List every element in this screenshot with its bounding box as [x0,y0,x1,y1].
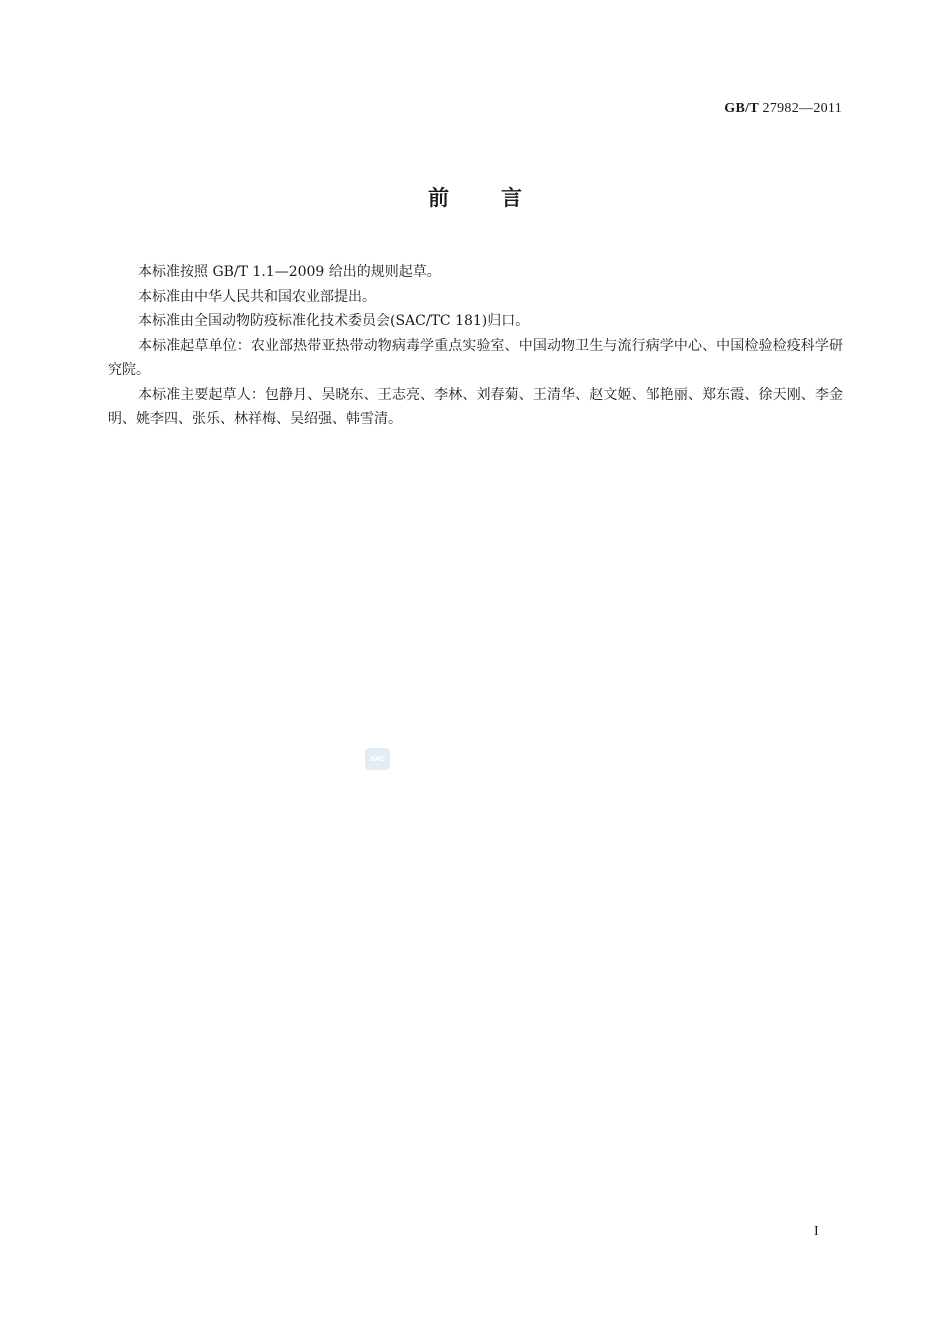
paragraph-centralized-by: 本标准由全国动物防疫标准化技术委员会(SAC/TC 181)归口。 [138,313,530,329]
paragraph-drafting-rules: 本标准按照 GB/T 1.1—2009 给出的规则起草。 [138,264,441,280]
page-title [0,182,950,212]
preface-body [108,260,843,432]
standard-number: 27982—2011 [762,101,842,116]
paragraph-drafters: 本标准主要起草人：包静月、吴晓东、王志亮、李林、刘春菊、王清华、赵文姬、邹艳丽、郑东霞、徐天刚、李金明、姚李四、张乐、林祥梅、吴绍强、韩雪清。 [108,386,843,427]
paragraph-drafting-units: 本标准起草单位：农业部热带亚热带动物病毒学重点实验室、中国动物卫生与流行病学中心、中国检验检疫科学研究院。 [108,337,843,378]
page-number: I [814,1224,819,1239]
title-char-1: 前 [428,186,449,210]
standard-prefix: GB/T [724,101,759,116]
watermark-text: SAC [370,755,385,763]
title-char-2: 言 [501,186,522,210]
sac-watermark-logo [365,748,390,770]
paragraph-proposed-by: 本标准由中华人民共和国农业部提出。 [138,288,376,305]
standard-code [724,101,842,117]
